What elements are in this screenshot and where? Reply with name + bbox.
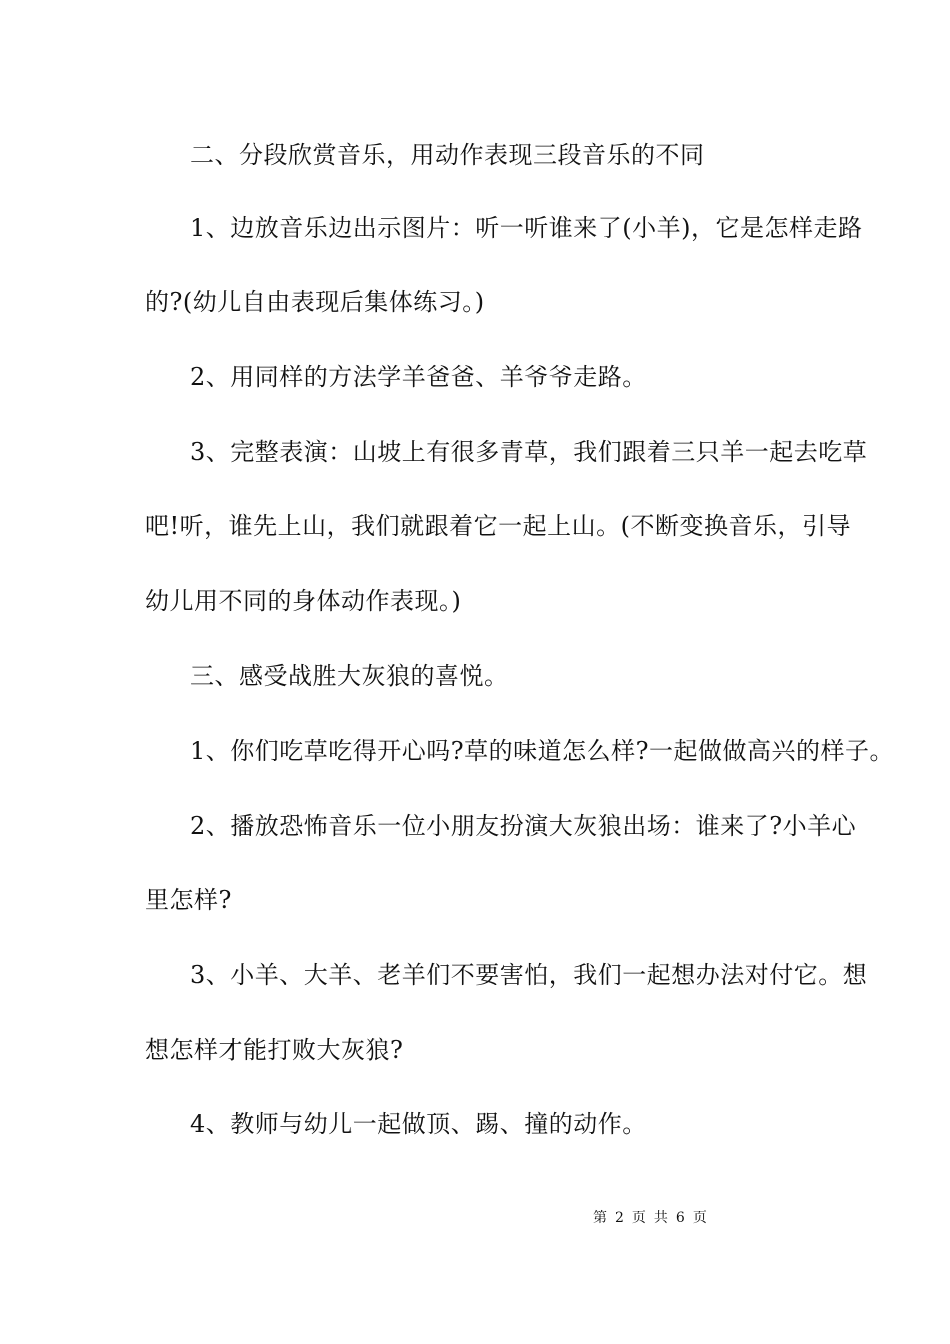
footer-total-pages: 6 (675, 1210, 685, 1226)
paragraph-line: 1、你们吃草吃得开心吗?草的味道怎么样?一起做做高兴的样子。 (190, 737, 895, 765)
paragraph-line: 幼儿用不同的身体动作表现。) (145, 587, 462, 615)
section-heading-2: 二、分段欣赏音乐，用动作表现三段音乐的不同 (190, 141, 705, 169)
paragraph-line: 4、教师与幼儿一起做顶、踢、撞的动作。 (190, 1110, 647, 1138)
footer-suffix: 页 (692, 1210, 707, 1226)
footer-prefix: 第 (593, 1210, 607, 1226)
paragraph-line: 3、完整表演：山坡上有很多青草，我们跟着三只羊一起去吃草 (190, 438, 868, 466)
footer-total-word: 共 (653, 1210, 668, 1226)
paragraph-line: 1、边放音乐边出示图片：听一听谁来了(小羊)，它是怎样走路 (190, 214, 863, 242)
paragraph-line: 3、小羊、大羊、老羊们不要害怕，我们一起想办法对付它。想 (190, 961, 868, 989)
page-footer (593, 1209, 707, 1227)
paragraph-line: 里怎样? (145, 886, 232, 914)
footer-current-page: 2 (615, 1210, 624, 1226)
paragraph-line: 的?(幼儿自由表现后集体练习。) (145, 288, 485, 316)
section-heading-3: 三、感受战胜大灰狼的喜悦。 (190, 662, 509, 690)
paragraph-line: 吧!听，谁先上山，我们就跟着它一起上山。(不断变换音乐，引导 (145, 512, 852, 540)
paragraph-line: 2、播放恐怖音乐一位小朋友扮演大灰狼出场：谁来了?小羊心 (190, 812, 857, 840)
footer-page-word: 页 (631, 1210, 646, 1226)
paragraph-line: 2、用同样的方法学羊爸爸、羊爷爷走路。 (190, 363, 647, 391)
paragraph-line: 想怎样才能打败大灰狼? (145, 1036, 404, 1064)
